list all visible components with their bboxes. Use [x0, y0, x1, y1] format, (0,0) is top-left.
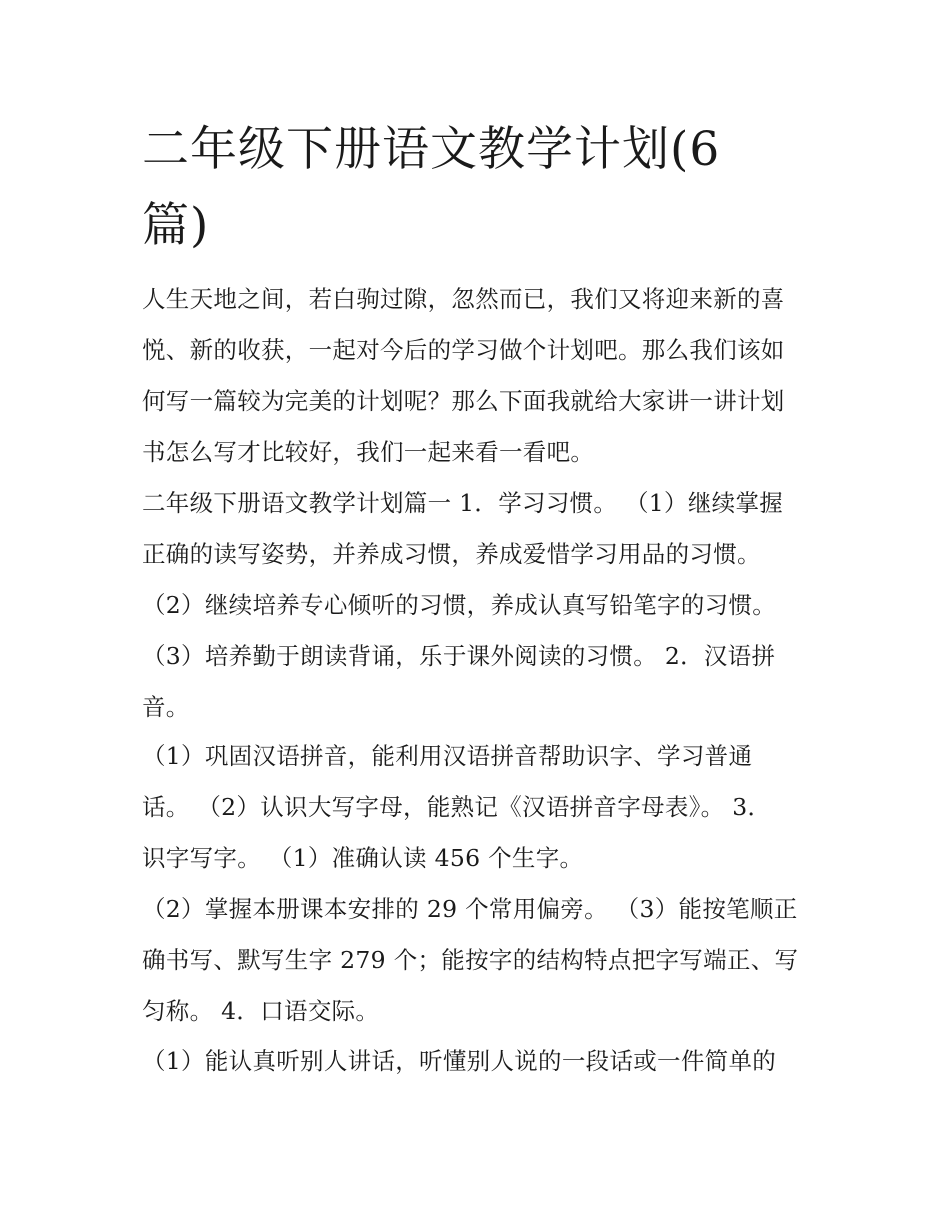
text-line: 正确的读写姿势，并养成习惯，养成爱惜学习用品的习惯。 — [142, 540, 761, 568]
text-line: 何写一篇较为完美的计划呢？那么下面我就给大家讲一讲计划 — [142, 387, 785, 415]
title-line: 二年级下册语文教学计划(6 — [142, 122, 721, 177]
text-line: （2）掌握本册课本安排的 29 个常用偏旁。 （3）能按笔顺正 — [142, 895, 798, 923]
text-line: 话。 （2）认识大写字母，能熟记《汉语拼音字母表》。 3． — [142, 793, 772, 821]
text-line: 人生天地之间，若白驹过隙，忽然而已，我们又将迎来新的喜 — [142, 285, 785, 313]
section-paragraph-2 — [142, 731, 822, 884]
text-line: 匀称。 4．口语交际。 — [142, 997, 380, 1025]
document-title — [142, 112, 782, 264]
intro-paragraph — [142, 274, 822, 478]
section-paragraph-4 — [142, 1036, 822, 1087]
text-line: （2）继续培养专心倾听的习惯，养成认真写铅笔字的习惯。 — [142, 591, 777, 619]
section-paragraph-1 — [142, 478, 822, 733]
text-line: （3）培养勤于朗读背诵，乐于课外阅读的习惯。 2．汉语拼 — [142, 642, 776, 670]
section-paragraph-3 — [142, 884, 822, 1037]
title-line: 篇) — [142, 198, 210, 253]
text-line: （1）巩固汉语拼音，能利用汉语拼音帮助识字、学习普通 — [142, 742, 753, 770]
text-line: 二年级下册语文教学计划篇一 1．学习习惯。 （1）继续掌握 — [142, 489, 784, 517]
text-line: 确书写、默写生字 279 个；能按字的结构特点把字写端正、写 — [142, 946, 799, 974]
text-line: 识字写字。 （1）准确认读 456 个生字。 — [142, 844, 584, 872]
text-line: （1）能认真听别人讲话，听懂别人说的一段话或一件简单的 — [142, 1047, 777, 1075]
text-line: 音。 — [142, 693, 190, 721]
text-line: 书怎么写才比较好，我们一起来看一看吧。 — [142, 438, 595, 466]
text-line: 悦、新的收获，一起对今后的学习做个计划吧。那么我们该如 — [142, 336, 785, 364]
